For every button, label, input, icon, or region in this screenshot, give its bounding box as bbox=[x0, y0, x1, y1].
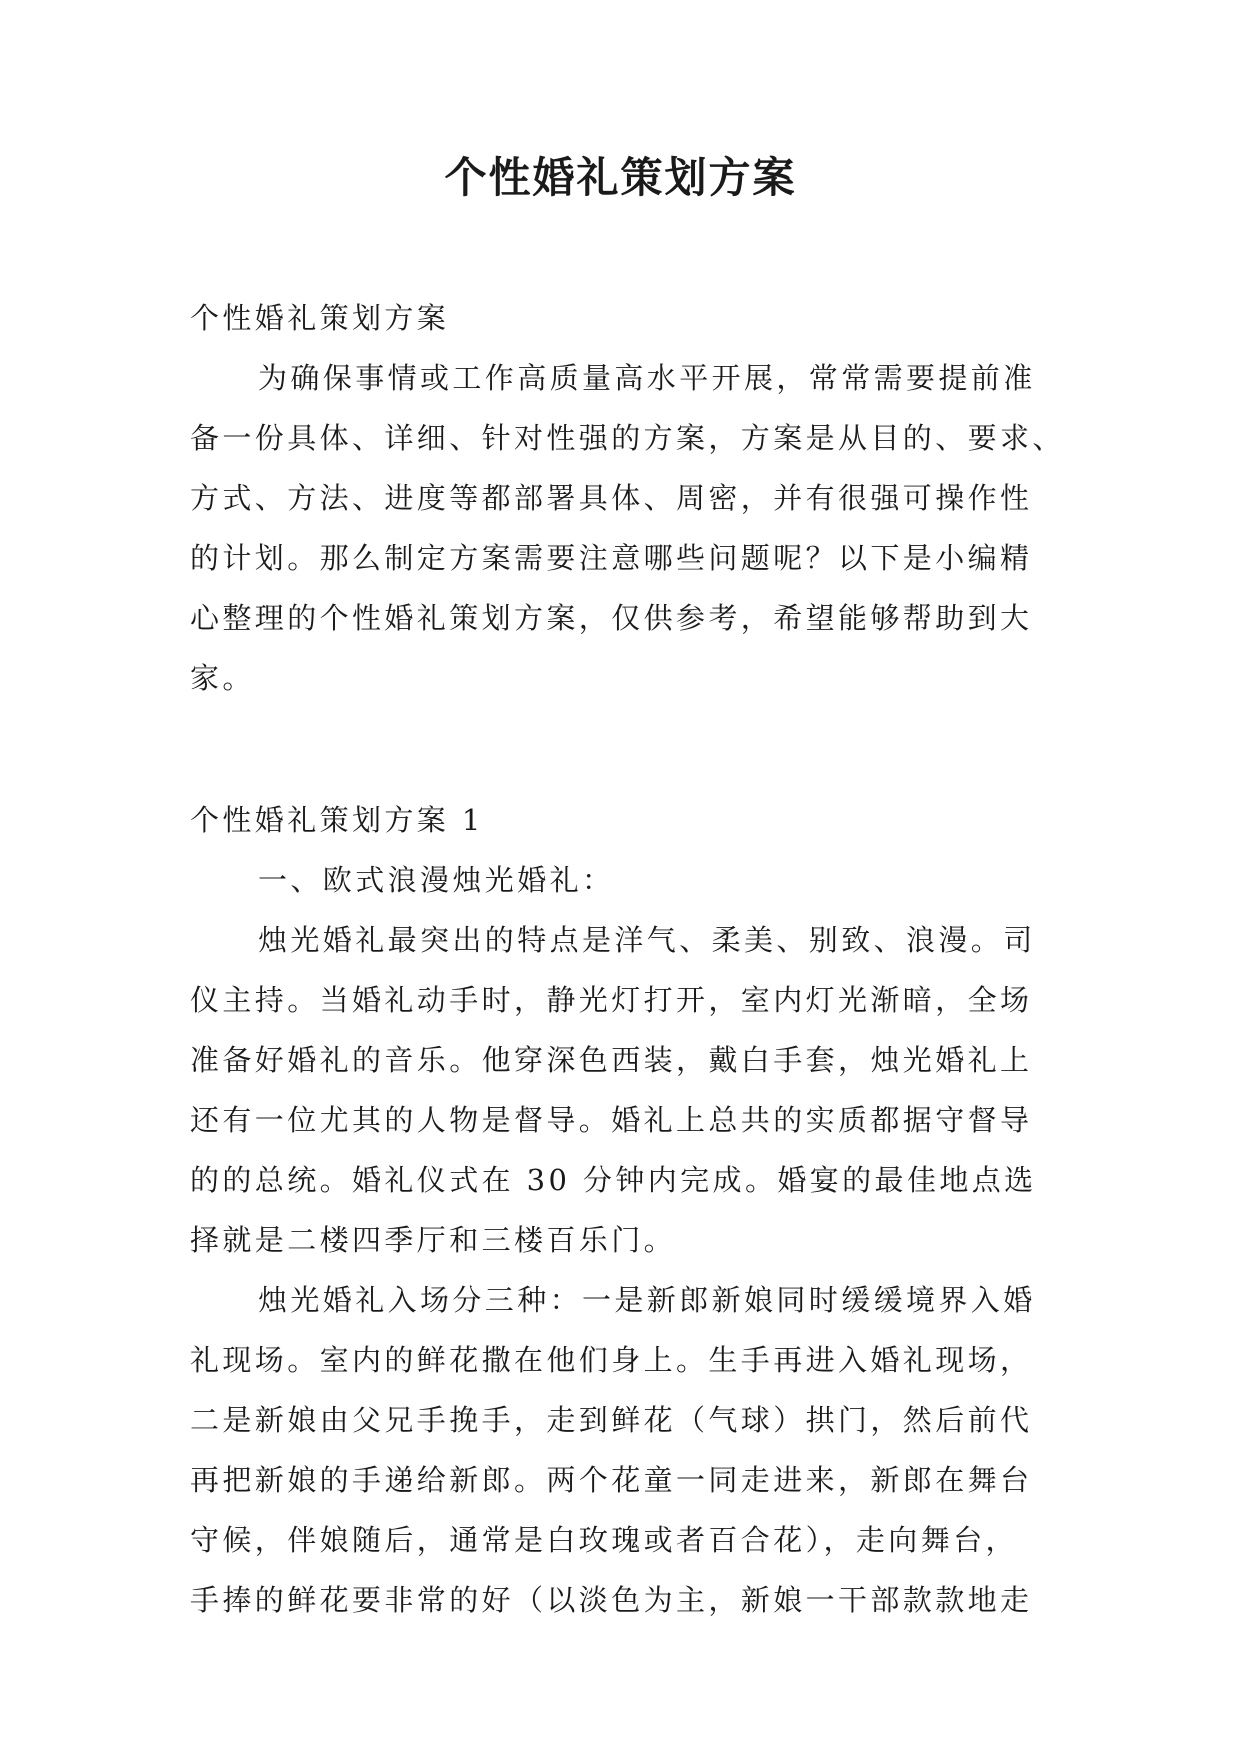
paragraph-line: 守候，伴娘随后，通常是白玫瑰或者百合花），走向舞台， bbox=[190, 1523, 1018, 1557]
paragraph-line: 还有一位尤其的人物是督导。婚礼上总共的实质都据守督导 bbox=[190, 1103, 1033, 1137]
section-subheading: 一、欧式浪漫烛光婚礼： bbox=[258, 863, 615, 897]
document-title: 个性婚礼策划方案 bbox=[444, 153, 797, 202]
intro-line: 备一份具体、详细、针对性强的方案，方案是从目的、要求、 bbox=[190, 421, 1065, 455]
intro-line: 的计划。那么制定方案需要注意哪些问题呢？以下是小编精 bbox=[190, 541, 1033, 575]
intro-line: 心整理的个性婚礼策划方案，仅供参考，希望能够帮助到大 bbox=[190, 601, 1033, 635]
paragraph-line: 烛光婚礼入场分三种：一是新郎新娘同时缓缓境界入婚 bbox=[258, 1283, 1036, 1317]
paragraph-line: 仪主持。当婚礼动手时，静光灯打开，室内灯光渐暗，全场 bbox=[190, 983, 1033, 1017]
paragraph-line: 二是新娘由父兄手挽手，走到鲜花（气球）拱门，然后前代 bbox=[190, 1403, 1033, 1437]
section-paragraph-2 bbox=[190, 1270, 1056, 1630]
section-spacer bbox=[190, 708, 1056, 790]
paragraph-line: 手捧的鲜花要非常的好（以淡色为主，新娘一干部款款地走 bbox=[190, 1583, 1033, 1617]
document-subtitle: 个性婚礼策划方案 bbox=[190, 301, 450, 335]
section-paragraph-1 bbox=[190, 910, 1056, 1270]
paragraph-line: 的的总统。婚礼仪式在 30 分钟内完成。婚宴的最佳地点选 bbox=[190, 1163, 1037, 1197]
intro-line: 家。 bbox=[190, 661, 255, 695]
intro-line: 为确保事情或工作高质量高水平开展，常常需要提前准 bbox=[258, 361, 1036, 395]
intro-paragraph bbox=[190, 348, 1065, 708]
document-body bbox=[190, 288, 1065, 1630]
paragraph-line: 再把新娘的手递给新郎。两个花童一同走进来，新郎在舞台 bbox=[190, 1463, 1033, 1497]
paragraph-line: 择就是二楼四季厅和三楼百乐门。 bbox=[190, 1223, 677, 1257]
section-heading: 个性婚礼策划方案 1 bbox=[190, 803, 484, 837]
paragraph-line: 准备好婚礼的音乐。他穿深色西装，戴白手套，烛光婚礼上 bbox=[190, 1043, 1033, 1077]
paragraph-line: 礼现场。室内的鲜花撒在他们身上。生手再进入婚礼现场， bbox=[190, 1343, 1033, 1377]
paragraph-line: 烛光婚礼最突出的特点是洋气、柔美、别致、浪漫。司 bbox=[258, 923, 1036, 957]
intro-line: 方式、方法、进度等都部署具体、周密，并有很强可操作性 bbox=[190, 481, 1033, 515]
